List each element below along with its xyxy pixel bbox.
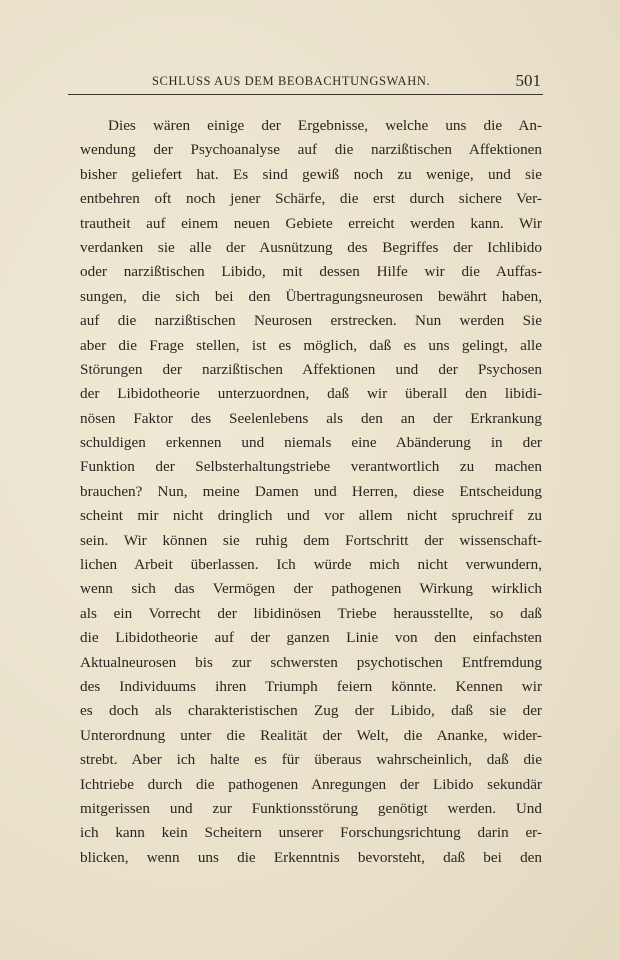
text-line: Ichtriebe durch die pathogenen Anregungen der Libido sekundär	[80, 775, 542, 793]
text-line: die Libidotheorie auf der ganzen Linie von den einfachsten	[80, 629, 542, 647]
text-line: wendung der Psychoanalyse auf die narzißtischen Affektionen	[80, 141, 542, 159]
text-line: strebt. Aber ich halte es für überaus wahrscheinlich, daß die	[80, 751, 542, 769]
text-line: Störungen der narzißtischen Affektionen und der Psychosen	[80, 360, 542, 378]
running-title: SCHLUSS AUS DEM BEOBACHTUNGSWAHN.	[152, 74, 431, 88]
text-line: scheint mir nicht dringlich und vor allem nicht spruchreif zu	[80, 507, 542, 525]
text-line: verdanken sie alle der Ausnützung des Begriffes der Ichlibido	[80, 238, 542, 256]
text-line: blicken, wenn uns die Erkenntnis bevorsteht, daß bei den	[80, 848, 542, 866]
text-line: aber die Frage stellen, ist es möglich, daß es uns gelingt, alle	[80, 336, 542, 354]
running-header	[68, 70, 543, 95]
text-line: Funktion der Selbsterhaltungstriebe verantwortlich zu machen	[80, 458, 542, 476]
text-line: sein. Wir können sie ruhig dem Fortschritt der wissenschaft-	[80, 531, 542, 549]
text-line: mitgerissen und zur Funktionsstörung genötigt werden. Und	[80, 799, 542, 817]
text-line: schuldigen erkennen und niemals eine Abänderung in der	[80, 434, 542, 452]
text-line: als ein Vorrecht der libidinösen Triebe herausstellte, so daß	[80, 604, 542, 622]
text-line: nösen Faktor des Seelenlebens als den an der Erkrankung	[80, 409, 542, 427]
text-line: lichen Arbeit überlassen. Ich würde mich nicht verwundern,	[80, 556, 542, 574]
text-line: Aktualneurosen bis zur schwersten psychotischen Entfremdung	[80, 653, 542, 671]
text-line: Unterordnung unter die Realität der Welt, die Ananke, wider-	[80, 726, 542, 744]
text-line: trautheit auf einem neuen Gebiete erreicht werden kann. Wir	[80, 214, 542, 232]
text-line: ich kann kein Scheitern unserer Forschungsrichtung darin er-	[80, 824, 542, 842]
text-line: des Individuums ihren Triumph feiern könnte. Kennen wir	[80, 677, 542, 695]
text-line: sungen, die sich bei den Übertragungsneurosen bewährt haben,	[80, 287, 542, 305]
text-line: der Libidotheorie unterzuordnen, daß wir überall den libidi-	[80, 385, 542, 403]
body-text	[80, 114, 542, 870]
text-line: wenn sich das Vermögen der pathogenen Wirkung wirklich	[80, 580, 542, 598]
text-line: Dies wären einige der Ergebnisse, welche uns die An-	[108, 117, 542, 134]
text-line: oder narzißtischen Libido, mit dessen Hilfe wir die Auffas-	[80, 263, 542, 281]
text-line: es doch als charakteristischen Zug der Libido, daß sie der	[80, 702, 542, 720]
text-line: entbehren oft noch jener Schärfe, die erst durch sichere Ver-	[80, 190, 542, 208]
page-number: 501	[515, 71, 541, 90]
text-line: brauchen? Nun, meine Damen und Herren, diese Entscheidung	[80, 482, 542, 500]
text-line: auf die narzißtischen Neurosen erstrecken. Nun werden Sie	[80, 312, 542, 330]
text-line: bisher geliefert hat. Es sind gewiß noch zu wenige, und sie	[80, 165, 542, 183]
